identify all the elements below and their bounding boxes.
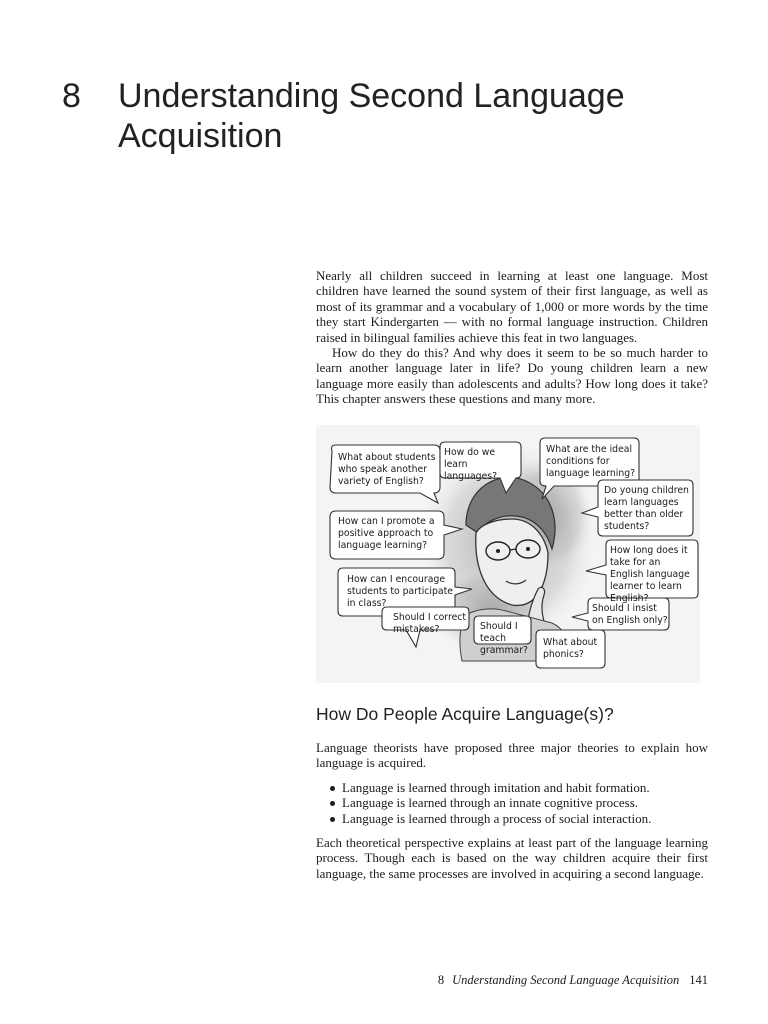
bubble-text: How do we learn languages? [444,447,498,482]
bubble-text: Do young children learn languages better than older students? [604,485,689,532]
eye [496,549,500,553]
list-item: Language is learned through an innate cognitive process. [328,795,708,810]
theory-list [316,780,708,826]
list-item: Language is learned through a process of social interaction. [328,811,708,826]
bubble-text: How long does it take for an English language learner to learn English? [610,545,690,604]
chapter-title: Understanding Second Language Acquisition [118,77,625,155]
intro-text [316,268,708,407]
bubble-text: What are the ideal conditions for language learning? [546,444,636,479]
bubble-text: Should I insist on English only? [592,603,668,626]
list-item: Language is learned through imitation and habit formation. [328,780,708,795]
section-body [316,740,708,881]
section-closing: Each theoretical perspective explains at least part of the language learning process. Though each is based on the way children acquire their first language, the same processes are involved in acquiring a second language. [316,835,708,881]
footer-running-title: Understanding Second Language Acquisition [452,973,680,987]
section-intro: Language theorists have proposed three major theories to explain how language is acquired. [316,740,708,771]
chapter-number: 8 [62,77,81,115]
bubble-text: Should I teach grammar? [480,621,528,656]
bubble-text: How can I encourage students to participate in class? [347,574,453,609]
page-footer [316,973,708,988]
illustration [316,425,700,683]
bubble-text: What about phonics? [543,637,598,660]
bubble-text: Should I correct mistakes? [393,612,467,635]
intro-paragraph: How do they do this? And why does it seem to be so much harder to learn another language later in life? Do young children learn a new language more easily than adolescents and adults? How long does it take? This chapter answers these questions and many more. [316,345,708,407]
section-heading: How Do People Acquire Language(s)? [316,704,614,724]
bubble-text: What about students who speak another variety of English? [338,452,436,487]
bubble-text: How can I promote a positive approach to language learning? [338,516,435,551]
footer-chapter-number: 8 [437,973,445,987]
intro-paragraph: Nearly all children succeed in learning at least one language. Most children have learned the sound system of their first language, as well as most of its grammar and a vocabulary of 1,000 or more words by the time they start Kindergarten — with no formal language instruction. Children raised in bilingual families achieve this feat in two languages. [316,268,708,345]
eye [526,547,530,551]
page-number: 141 [689,973,708,987]
